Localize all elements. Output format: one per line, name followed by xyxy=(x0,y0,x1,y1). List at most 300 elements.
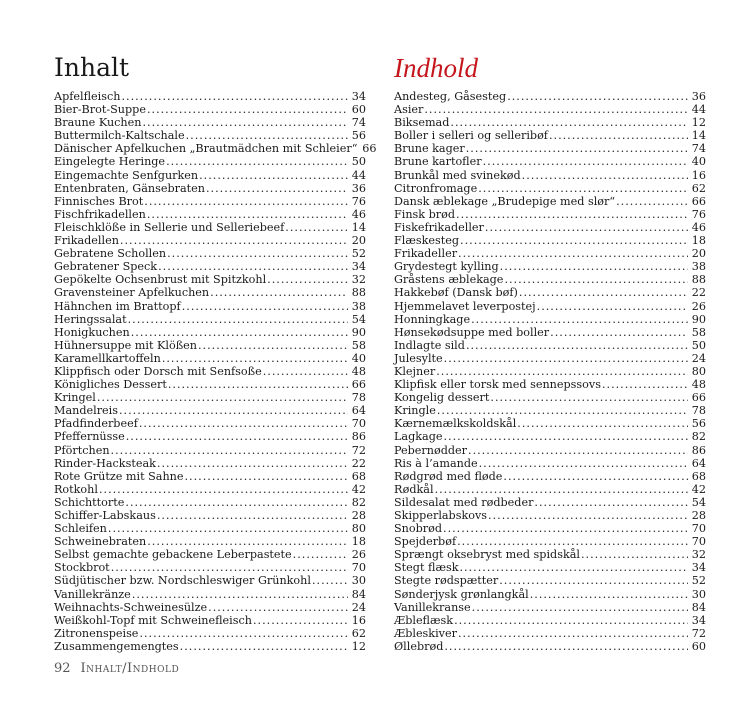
entry-page-number: 22 xyxy=(691,286,706,300)
entry-name: Schleifen xyxy=(54,522,107,536)
index-entry xyxy=(54,129,366,142)
index-entry xyxy=(394,339,706,352)
index-entry xyxy=(54,496,366,509)
entry-name: Flæskesteg xyxy=(394,234,460,248)
entry-page-number: 74 xyxy=(351,116,366,130)
index-entry xyxy=(394,640,706,653)
entry-name: Fischfrikadellen xyxy=(54,207,146,221)
dot-leader xyxy=(139,417,348,430)
dot-leader xyxy=(485,221,688,234)
entry-name: Ris à l’amande xyxy=(394,456,478,470)
dot-leader xyxy=(263,365,348,378)
dot-leader xyxy=(125,496,348,509)
entry-page-number: 82 xyxy=(351,495,366,509)
entry-name: Biksemad xyxy=(394,116,450,130)
index-entry xyxy=(394,574,706,587)
entry-name: Finsk brød xyxy=(394,207,456,221)
entry-name: Indlagte sild xyxy=(394,338,465,352)
index-entry xyxy=(54,548,366,561)
dot-leader xyxy=(285,221,348,234)
index-entry xyxy=(394,352,706,365)
entry-name: Hjemmelavet leverpostej xyxy=(394,299,536,313)
entry-page-number: 34 xyxy=(691,613,706,627)
index-entry xyxy=(54,509,366,522)
dot-leader xyxy=(537,300,688,313)
entry-page-number: 90 xyxy=(351,325,366,339)
entry-name: Apfelfleisch xyxy=(54,90,121,103)
entry-page-number: 70 xyxy=(691,535,706,549)
entry-name: Entenbraten, Gänsebraten xyxy=(54,181,205,195)
dot-leader xyxy=(99,483,348,496)
dot-leader xyxy=(185,470,349,483)
dot-leader xyxy=(312,574,348,587)
dot-leader xyxy=(457,535,688,548)
dot-leader xyxy=(444,352,688,365)
dot-leader xyxy=(444,430,689,443)
index-entry xyxy=(54,260,366,273)
entry-page-number: 28 xyxy=(351,509,366,522)
dot-leader xyxy=(128,313,348,326)
entry-name: Snobrød xyxy=(394,522,443,536)
entry-name: Honningkage xyxy=(394,312,471,326)
dot-leader xyxy=(121,90,348,103)
entry-name: Schichttorte xyxy=(54,495,125,509)
index-entry xyxy=(394,614,706,627)
entry-name: Buttermilch-Kaltschale xyxy=(54,129,185,143)
entry-name: Dänischer Apfelkuchen „Brautmädchen mit Schleier“ xyxy=(54,142,358,156)
entry-page-number: 52 xyxy=(351,247,366,261)
index-entry xyxy=(394,391,706,404)
dot-leader xyxy=(478,182,688,195)
entry-page-number: 68 xyxy=(351,469,366,483)
dot-leader xyxy=(119,404,348,417)
index-entry xyxy=(394,155,706,168)
entry-page-number: 42 xyxy=(691,482,706,496)
entry-page-number: 36 xyxy=(351,181,366,195)
danish-index-list xyxy=(394,90,706,653)
dot-leader xyxy=(142,116,348,129)
index-entry xyxy=(394,522,706,535)
index-entry xyxy=(54,90,366,103)
entry-page-number: 14 xyxy=(351,220,366,234)
index-entry xyxy=(394,365,706,378)
entry-page-number: 72 xyxy=(351,443,366,457)
dot-leader xyxy=(206,182,348,195)
entry-page-number: 70 xyxy=(691,522,706,536)
dot-leader xyxy=(519,286,688,299)
entry-page-number: 16 xyxy=(691,168,706,182)
entry-page-number: 56 xyxy=(351,129,366,143)
entry-page-number: 72 xyxy=(691,626,706,640)
dot-leader xyxy=(581,548,688,561)
entry-name: Rinder-Hacksteak xyxy=(54,456,156,470)
index-entry xyxy=(54,561,366,574)
index-entry xyxy=(394,509,706,522)
german-index-title: Inhalt xyxy=(54,53,130,82)
index-entry xyxy=(54,300,366,313)
index-entry xyxy=(54,142,377,156)
entry-name: Stegte rødspætter xyxy=(394,574,499,588)
dot-leader xyxy=(458,247,688,260)
dot-leader xyxy=(471,313,688,326)
index-entry xyxy=(394,588,706,601)
entry-name: Hähnchen im Brattopf xyxy=(54,299,181,313)
entry-name: Weihnachts-Schweinesülze xyxy=(54,600,208,614)
entry-name: Fleischklöße in Sellerie und Selleriebeef xyxy=(54,220,285,234)
entry-name: Klipfisk eller torsk med sennepssovs xyxy=(394,378,601,392)
index-entry xyxy=(394,483,706,496)
dot-leader xyxy=(126,430,348,443)
dot-leader xyxy=(460,234,688,247)
entry-page-number: 28 xyxy=(691,509,706,522)
entry-name: Bier-Brot-Suppe xyxy=(54,103,146,117)
entry-name: Zitronenspeise xyxy=(54,626,139,640)
entry-name: Frikadellen xyxy=(54,234,119,248)
index-entry xyxy=(54,391,366,404)
entry-page-number: 56 xyxy=(691,417,706,431)
entry-page-number: 88 xyxy=(351,286,366,300)
entry-page-number: 50 xyxy=(691,338,706,352)
entry-page-number: 38 xyxy=(351,299,366,313)
entry-name: Kongelig dessert xyxy=(394,391,490,405)
index-entry xyxy=(54,313,366,326)
dot-leader xyxy=(162,352,348,365)
entry-page-number: 36 xyxy=(691,90,706,103)
entry-page-number: 78 xyxy=(351,391,366,405)
entry-name: Brunkål med svinekød xyxy=(394,168,521,182)
dot-leader xyxy=(490,391,688,404)
index-entry xyxy=(54,286,366,299)
index-entry xyxy=(54,457,366,470)
entry-name: Heringssalat xyxy=(54,312,127,326)
dot-leader xyxy=(208,601,348,614)
dot-leader xyxy=(147,103,348,116)
entry-page-number: 82 xyxy=(691,430,706,444)
dot-leader xyxy=(97,391,348,404)
dot-leader xyxy=(182,300,348,313)
dot-leader xyxy=(454,614,688,627)
entry-name: Hühnersuppe mit Klößen xyxy=(54,338,197,352)
dot-leader xyxy=(503,470,688,483)
index-entry xyxy=(54,182,366,195)
index-entry xyxy=(394,627,706,640)
entry-name: Rote Grütze mit Sahne xyxy=(54,469,184,483)
dot-leader xyxy=(132,588,348,601)
entry-name: Andesteg, Gåsesteg xyxy=(394,90,507,103)
entry-page-number: 42 xyxy=(351,482,366,496)
index-entry xyxy=(394,300,706,313)
dot-leader xyxy=(131,326,348,339)
index-entry xyxy=(54,273,366,286)
dot-leader xyxy=(460,561,689,574)
index-entry xyxy=(394,430,706,443)
dot-leader xyxy=(483,155,688,168)
entry-name: Øllebrød xyxy=(394,639,444,653)
entry-page-number: 34 xyxy=(351,260,366,274)
entry-name: Asier xyxy=(394,103,424,117)
entry-name: Gebratener Speck xyxy=(54,260,158,274)
entry-name: Karamellkartoffeln xyxy=(54,351,161,365)
entry-name: Boller i selleri og selleribøf xyxy=(394,129,548,143)
index-entry xyxy=(54,195,366,208)
dot-leader xyxy=(168,378,348,391)
entry-page-number: 60 xyxy=(351,103,366,117)
index-entry xyxy=(54,640,366,653)
index-entry xyxy=(394,247,706,260)
index-entry xyxy=(394,182,706,195)
dot-leader xyxy=(157,509,348,522)
entry-page-number: 78 xyxy=(691,404,706,418)
entry-name: Schweinebraten xyxy=(54,535,147,549)
index-entry xyxy=(54,155,366,168)
entry-name: Gravensteiner Apfelkuchen xyxy=(54,286,210,300)
index-entry xyxy=(54,627,366,640)
entry-page-number: 62 xyxy=(691,181,706,195)
index-entry xyxy=(394,90,706,103)
entry-name: Kringle xyxy=(394,404,436,418)
index-entry xyxy=(54,326,366,339)
index-entry xyxy=(394,404,706,417)
entry-page-number: 38 xyxy=(691,260,706,274)
dot-leader xyxy=(120,234,348,247)
index-entry xyxy=(54,352,366,365)
entry-name: Hakkebøf (Dansk bøf) xyxy=(394,286,518,300)
german-index-column xyxy=(54,52,377,653)
entry-name: Pförtchen xyxy=(54,443,110,457)
entry-page-number: 12 xyxy=(691,116,706,130)
entry-page-number: 44 xyxy=(351,168,366,182)
dot-leader xyxy=(517,417,688,430)
index-entry xyxy=(54,601,366,614)
dot-leader xyxy=(186,129,348,142)
entry-page-number: 40 xyxy=(691,155,706,169)
entry-page-number: 64 xyxy=(691,456,706,470)
entry-page-number: 86 xyxy=(691,443,706,457)
entry-page-number: 84 xyxy=(351,587,366,601)
index-entry xyxy=(394,601,706,614)
dot-leader xyxy=(436,365,688,378)
index-entry xyxy=(394,444,706,457)
entry-page-number: 84 xyxy=(691,600,706,614)
dot-leader xyxy=(293,548,348,561)
entry-page-number: 70 xyxy=(351,417,366,431)
dot-leader xyxy=(466,339,688,352)
dot-leader xyxy=(472,601,688,614)
dot-leader xyxy=(522,169,688,182)
entry-page-number: 52 xyxy=(691,574,706,588)
index-entry xyxy=(54,116,366,129)
entry-page-number: 80 xyxy=(351,522,366,536)
index-entry xyxy=(394,561,706,574)
entry-page-number: 30 xyxy=(691,587,706,601)
index-entry xyxy=(394,457,706,470)
entry-name: Lagkage xyxy=(394,430,443,444)
entry-name: Rødgrød med fløde xyxy=(394,469,503,483)
entry-page-number: 66 xyxy=(691,391,706,405)
index-entry xyxy=(54,404,366,417)
dot-leader xyxy=(458,627,688,640)
page-number: 92 xyxy=(54,661,71,676)
dot-leader xyxy=(157,457,348,470)
dot-leader xyxy=(437,404,688,417)
entry-page-number: 88 xyxy=(691,273,706,287)
dot-leader xyxy=(424,103,688,116)
entry-name: Grydestegt kylling xyxy=(394,260,499,274)
entry-name: Gebratene Schollen xyxy=(54,247,167,261)
index-entry xyxy=(54,339,366,352)
dot-leader xyxy=(550,326,688,339)
entry-name: Gepökelte Ochsenbrust mit Spitzkohl xyxy=(54,273,267,287)
dot-leader xyxy=(111,444,348,457)
entry-page-number: 18 xyxy=(351,535,366,549)
entry-page-number: 62 xyxy=(351,626,366,640)
entry-name: Eingelegte Heringe xyxy=(54,155,166,169)
entry-page-number: 48 xyxy=(691,378,706,392)
entry-page-number: 34 xyxy=(351,90,366,103)
entry-name: Honigkuchen xyxy=(54,325,130,339)
entry-name: Julesylte xyxy=(394,351,443,365)
index-entry xyxy=(54,417,366,430)
danish-index-column xyxy=(394,52,706,653)
dot-leader xyxy=(267,273,348,286)
index-entry xyxy=(54,574,366,587)
entry-name: Frikadeller xyxy=(394,247,458,261)
entry-name: Sønderjysk grønlangkål xyxy=(394,587,529,601)
entry-name: Æbleskiver xyxy=(394,626,457,640)
entry-page-number: 70 xyxy=(351,561,366,575)
dot-leader xyxy=(530,588,688,601)
index-entry xyxy=(394,169,706,182)
entry-page-number: 66 xyxy=(691,194,706,208)
entry-name: Klejner xyxy=(394,364,436,378)
entry-page-number: 32 xyxy=(351,273,366,287)
entry-page-number: 58 xyxy=(351,338,366,352)
index-entry xyxy=(54,221,366,234)
entry-page-number: 44 xyxy=(691,103,706,117)
entry-page-number: 26 xyxy=(691,299,706,313)
entry-page-number: 40 xyxy=(351,351,366,365)
dot-leader xyxy=(500,260,688,273)
entry-page-number: 80 xyxy=(691,364,706,378)
index-entry xyxy=(54,103,366,116)
entry-name: Fiskefrikadeller xyxy=(394,220,484,234)
entry-page-number: 46 xyxy=(691,220,706,234)
entry-page-number: 22 xyxy=(351,456,366,470)
index-entry xyxy=(54,430,366,443)
entry-name: Braune Kuchen xyxy=(54,116,142,130)
dot-leader xyxy=(479,457,688,470)
entry-page-number: 50 xyxy=(351,155,366,169)
danish-index-title: Indhold xyxy=(394,53,478,83)
entry-name: Æbleflæsk xyxy=(394,613,454,627)
entry-page-number: 16 xyxy=(351,613,366,627)
index-entry xyxy=(394,535,706,548)
index-entry xyxy=(394,286,706,299)
entry-name: Sildesalat med rødbeder xyxy=(394,495,534,509)
index-entry xyxy=(394,208,706,221)
entry-name: Stegt flæsk xyxy=(394,561,459,575)
entry-page-number: 26 xyxy=(351,548,366,562)
page-footer xyxy=(54,661,179,676)
index-entry xyxy=(54,208,366,221)
entry-name: Pfeffernüsse xyxy=(54,430,125,444)
entry-name: Skipperlabskovs xyxy=(394,509,488,522)
entry-page-number: 32 xyxy=(691,548,706,562)
dot-leader xyxy=(144,195,348,208)
index-entry xyxy=(394,195,706,208)
entry-name: Stockbrot xyxy=(54,561,110,575)
index-entry xyxy=(54,535,366,548)
index-entry xyxy=(54,522,366,535)
dot-leader xyxy=(444,640,688,653)
entry-name: Selbst gemachte gebackene Leberpastete xyxy=(54,548,292,562)
dot-leader xyxy=(499,574,688,587)
dot-leader xyxy=(507,90,688,103)
dot-leader xyxy=(180,640,348,653)
entry-page-number: 24 xyxy=(351,600,366,614)
entry-name: Königliches Dessert xyxy=(54,378,167,392)
index-entry xyxy=(54,234,366,247)
dot-leader xyxy=(466,142,688,155)
index-entry xyxy=(54,444,366,457)
index-entry xyxy=(54,378,366,391)
dot-leader xyxy=(199,169,348,182)
index-entry xyxy=(394,470,706,483)
entry-page-number: 30 xyxy=(351,574,366,588)
index-entry xyxy=(54,169,366,182)
entry-name: Vanillekranse xyxy=(394,600,471,614)
entry-page-number: 66 xyxy=(362,142,377,156)
entry-name: Vanillekränze xyxy=(54,587,131,601)
entry-name: Schiffer-Labskaus xyxy=(54,509,156,522)
dot-leader xyxy=(504,273,688,286)
index-entry xyxy=(394,417,706,430)
index-entry xyxy=(54,614,366,627)
dot-leader xyxy=(456,208,688,221)
dot-leader xyxy=(158,260,348,273)
german-index-list xyxy=(54,90,377,653)
entry-page-number: 46 xyxy=(351,207,366,221)
index-entry xyxy=(394,378,706,391)
entry-page-number: 66 xyxy=(351,378,366,392)
entry-name: Brune kager xyxy=(394,142,465,156)
entry-name: Gråstens æblekage xyxy=(394,273,504,287)
index-entry xyxy=(394,116,706,129)
entry-name: Pebernødder xyxy=(394,443,468,457)
dot-leader xyxy=(108,522,348,535)
entry-name: Kringel xyxy=(54,391,96,405)
dot-leader xyxy=(210,286,348,299)
index-entry xyxy=(394,221,706,234)
index-entry xyxy=(394,129,706,142)
dot-leader xyxy=(253,614,348,627)
index-entry xyxy=(394,548,706,561)
entry-page-number: 34 xyxy=(691,561,706,575)
entry-page-number: 76 xyxy=(691,207,706,221)
dot-leader xyxy=(602,378,688,391)
entry-page-number: 14 xyxy=(691,129,706,143)
entry-page-number: 68 xyxy=(691,469,706,483)
entry-page-number: 54 xyxy=(691,495,706,509)
entry-name: Hønsekødsuppe med boller xyxy=(394,325,550,339)
entry-name: Spejderbøf xyxy=(394,535,457,549)
entry-name: Südjütischer bzw. Nordschleswiger Grünkohl xyxy=(54,574,311,588)
dot-leader xyxy=(549,129,688,142)
entry-name: Klippfisch oder Dorsch mit Senfsoße xyxy=(54,364,262,378)
index-entry xyxy=(54,588,366,601)
index-entry xyxy=(394,103,706,116)
dot-leader xyxy=(198,339,348,352)
